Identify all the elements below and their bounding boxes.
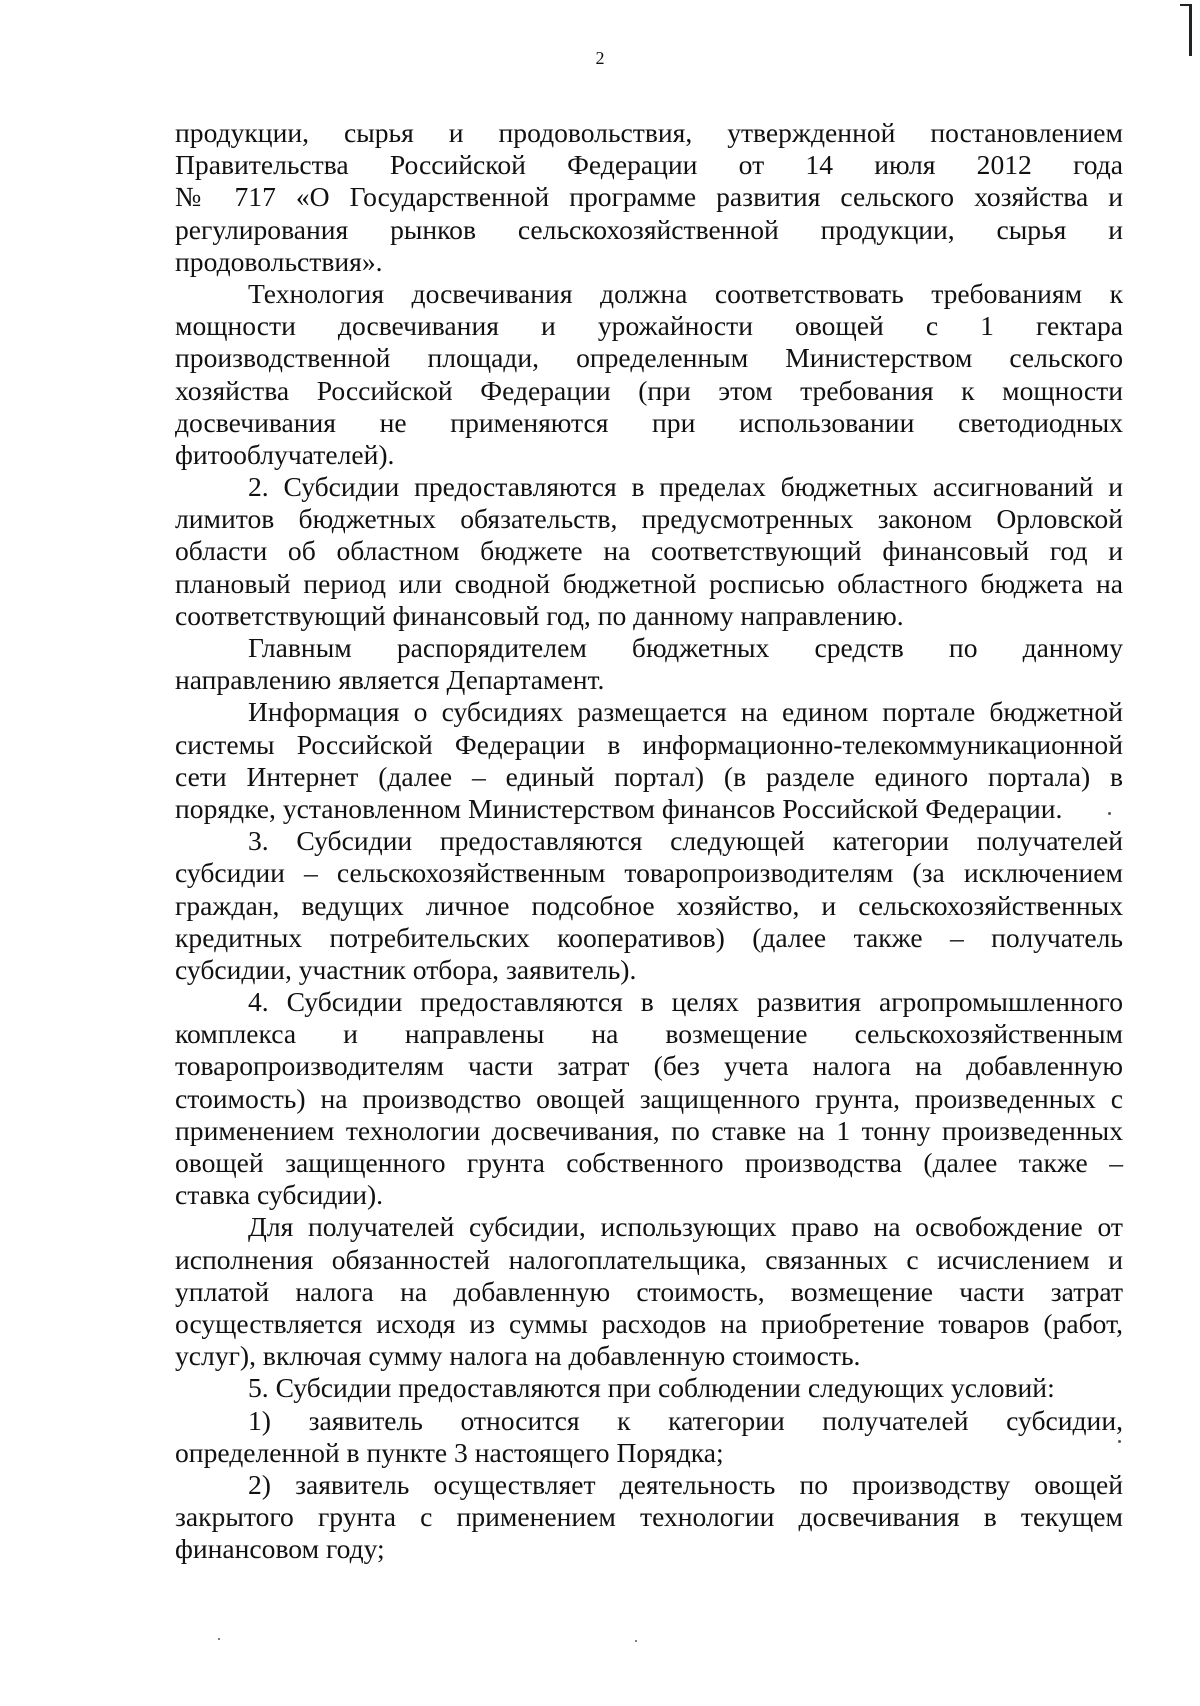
scan-speck <box>635 1640 637 1642</box>
scan-speck <box>1108 812 1111 815</box>
text-line: мощности досвечивания и урожайности овощей с 1 гектара <box>175 310 1123 342</box>
text-line: 1) заявитель относится к категории получателей субсидии, <box>248 1404 1123 1436</box>
text-line: товаропроизводителям части затрат (без учета налога на добавленную <box>175 1050 1123 1082</box>
scan-speck <box>1118 1440 1121 1443</box>
text-line: 2. Субсидии предоставляются в пределах бюджетных ассигнований и <box>248 471 1123 503</box>
text-line: регулирования рынков сельскохозяйственной продукции, сырья и <box>175 213 1123 245</box>
text-line: лимитов бюджетных обязательств, предусмотренных законом Орловской <box>175 503 1123 535</box>
text-line: Технология досвечивания должна соответствовать требованиям к <box>248 277 1123 309</box>
text-line: области об областном бюджете на соответствующий финансовый год и <box>175 535 1123 567</box>
text-line: Правительства Российской Федерации от 14 июля 2012 года <box>175 149 1123 181</box>
text-line: продукции, сырья и продовольствия, утвержденной постановлением <box>175 117 1123 148</box>
page-number: 2 <box>595 48 605 68</box>
text-line: 3. Субсидии предоставляются следующей категории получателей <box>248 825 1123 857</box>
text-line: овощей защищенного грунта собственного производства (далее также – <box>175 1147 1123 1178</box>
text-line: услуг), включая сумму налога на добавленную стоимость. <box>175 1340 861 1372</box>
text-line: определенной в пункте 3 настоящего Порядка; <box>175 1436 724 1468</box>
text-line: Главным распорядителем бюджетных средств по данному <box>248 632 1123 663</box>
text-line: применением технологии досвечивания, по ставке на 1 тонну произведенных <box>175 1114 1123 1146</box>
text-line: закрытого грунта с применением технологии досвечивания в текущем <box>175 1501 1123 1533</box>
text-line: Информация о субсидиях размещается на едином портале бюджетной <box>248 696 1123 728</box>
scan-speck <box>218 1638 220 1640</box>
text-line: кредитных потребительских кооперативов) (далее также – получатель <box>175 921 1123 953</box>
text-line: финансовом году; <box>175 1533 385 1565</box>
text-line: досвечивания не применяются при использовании светодиодных <box>175 406 1123 438</box>
text-line: субсидии – сельскохозяйственным товаропроизводителям (за исключением <box>175 857 1123 889</box>
text-line: граждан, ведущих личное подсобное хозяйство, и сельскохозяйственных <box>175 889 1123 921</box>
text-line: порядке, установленном Министерством финансов Российской Федерации. <box>175 792 1063 824</box>
text-line: комплекса и направлены на возмещение сельскохозяйственным <box>175 1018 1123 1050</box>
text-line: 4. Субсидии предоставляются в целях развития агропромышленного <box>248 986 1123 1018</box>
text-line: хозяйства Российской Федерации (при этом требования к мощности <box>175 374 1123 406</box>
text-line: 5. Субсидии предоставляются при соблюдении следующих условий: <box>248 1372 1055 1404</box>
text-line: производственной площади, определенным Министерством сельского <box>175 342 1123 374</box>
text-line: 2) заявитель осуществляет деятельность по производству овощей <box>248 1468 1123 1500</box>
text-line: стоимость) на производство овощей защищенного грунта, произведенных с <box>175 1082 1123 1114</box>
text-line: системы Российской Федерации в информационно-телекоммуникационной <box>175 728 1123 760</box>
text-line: уплатой налога на добавленную стоимость, возмещение части затрат <box>175 1275 1123 1307</box>
text-line: ставка субсидии). <box>175 1179 384 1211</box>
text-line: плановый период или сводной бюджетной росписью областного бюджета на <box>175 567 1123 599</box>
text-line: продовольствия». <box>175 245 383 277</box>
text-line: сети Интернет (далее – единый портал) (в разделе единого портала) в <box>175 760 1123 792</box>
text-line: соответствующий финансовый год, по данному направлению. <box>175 599 904 631</box>
text-line: субсидии, участник отбора, заявитель). <box>175 953 637 985</box>
text-line: Для получателей субсидии, использующих право на освобождение от <box>248 1211 1123 1243</box>
text-line: № 717 «О Государственной программе развития сельского хозяйства и <box>175 181 1123 213</box>
document-body <box>175 117 1123 1565</box>
text-line: направлению является Департамент. <box>175 664 605 696</box>
text-line: исполнения обязанностей налогоплательщика, связанных с исчислением и <box>175 1243 1123 1275</box>
text-line: осуществляется исходя из суммы расходов на приобретение товаров (работ, <box>175 1307 1123 1339</box>
text-line: фитооблучателей). <box>175 438 395 470</box>
